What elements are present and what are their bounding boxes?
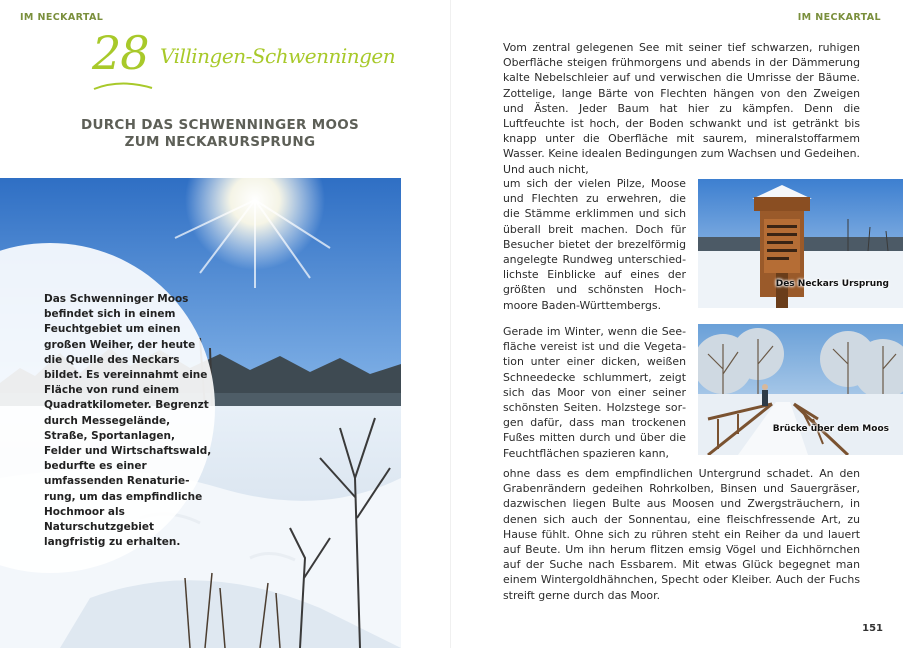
photo-bridge-over-moor	[698, 324, 903, 455]
page-number: 151	[862, 623, 883, 634]
tour-number-underline	[92, 80, 154, 92]
caption-bridge: Brücke über dem Moos	[772, 424, 889, 434]
intro-text: Das Schwenninger Moos befindet sich in einem Feuchtgebiet um einen großen Weiher, der heute die Quelle des Neckars bildet. Es vereinnahmt eine Fläche von rund einem Quadratkilometer. Begrenzt durch Messegelände, Straße, Sportanlagen, Felder und Wirtschaftswald, bedurfte es einer umfassenden Renaturierung, um das empfindliche Hochmoor als Naturschutzgebiet langfristig zu erhalten.	[44, 293, 212, 549]
left-page	[0, 0, 451, 648]
tour-place: Villingen-Schwenningen	[160, 44, 396, 68]
headline-line-2: ZUM NECKARURSPRUNG	[124, 134, 316, 150]
body-paragraph-2-continued: ohne dass es dem empfindlichen Untergrund schadet. An den Grabenrändern gedeihen Rohrkolben, Binsen und Sauergräser, dazwischen liegen Bulte aus Moosen und Zwergsträuchern, in denen sich auch der Sonnentau, eine fleischfressende Art, zu Hause fühlt. Ohne sich zu rühren steht ein Reiher da und lauert auf Beute. Um ihn herum flitzen emsig Vögel und Eichhörnchen auf der Suche nach Essbarem. Mit etwas Glück begegnet man einem Wintergoldhähnchen, Specht oder Kleiber. Auch der Fuchs streift gerne durch das Moor.	[503, 467, 860, 602]
photo-neckar-source-sign	[698, 179, 903, 308]
right-page	[451, 0, 903, 648]
running-head-right: IM NECKARTAL	[797, 12, 881, 23]
headline-line-1: DURCH DAS SCHWENNINGER MOOS	[80, 117, 360, 133]
body-paragraph-1-continued: um sich der vielen Pilze, Moose und Flechten zu erwehren, die die Stämme erklimmen und sich überall breit machen. Doch für Besucher bietet der brezelförmig angelegte Rundweg unterschiedlichste Einblicke auf eines der größten und schönsten Hochmoore Baden-Württembergs.	[503, 177, 686, 312]
running-head-left: IM NECKARTAL	[20, 12, 104, 23]
body-paragraph-1: Vom zentral gelegenen See mit seiner tief schwarzen, ruhigen Oberfläche steigen frühmorgens und abends in der Dämmerung kalte Nebelschleier auf und verwischen die Umrisse der Bäume. Zottelige, lange Bärte von Flechten hängen von den Zweigen und Ästen. Jeder Baum hat hier zu kämpfen. Denn die Luftfeuchte ist hoch, der Boden schwankt und ist getränkt bis knapp unter die Oberfläche mit saurem, mineralstoffarmem Wasser. Keine idealen Bedingungen zum Wachsen und Gedeihen. Und auch nicht,	[503, 41, 860, 176]
body-paragraph-2: Gerade im Winter, wenn die Seefläche vereist ist und die Vegetation unter einer dicken, weißen Schneedecke schlummert, zeigt sich das Moor von einer seiner schönsten Seiten. Holzstege sorgen dafür, dass man trockenen Fußes mitten durch und über die Feuchtflächen spazieren kann,	[503, 325, 686, 460]
tour-number: 28	[92, 26, 149, 80]
caption-sign: Des Neckars Ursprung	[775, 279, 889, 289]
